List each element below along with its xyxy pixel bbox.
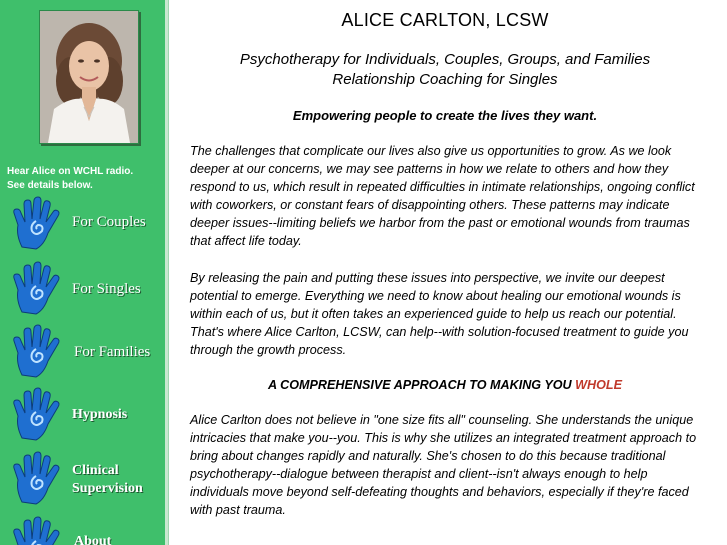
section-heading (190, 378, 700, 392)
page-title: ALICE CARLTON, LCSW (341, 10, 549, 30)
radio-note[interactable]: Hear Alice on WCHL radio. See details below. (7, 166, 134, 191)
nav-label: About (74, 534, 112, 545)
approach-paragraph: Alice Carlton does not believe in "one size fits all" counseling. She understands the unique intricacies that make you--you. This is why she utilizes an integrated treatment approach to bring about changes rapidly and naturally. She's chosen to do this because traditional psychotherapy--dialogue between therapist and client--isn't always enough to help individuals move beyond self-defeating thoughts and behaviors, especially if they're faced with past trauma. (190, 413, 697, 517)
portrait-image (40, 11, 138, 143)
hand-icon (8, 386, 66, 444)
hand-icon (8, 195, 66, 253)
nav-label: For Families (74, 344, 151, 360)
main-content (190, 0, 700, 545)
tagline: Empowering people to create the lives they want. (292, 108, 598, 123)
subtitle (190, 50, 700, 90)
nav-for-singles[interactable] (8, 260, 163, 318)
section-heading-text: A COMPREHENSIVE APPROACH TO MAKING YOU (267, 378, 576, 392)
hand-icon (8, 450, 66, 508)
nav-label: For Couples (72, 214, 146, 230)
subtitle-line2: Relationship Coaching for Singles (332, 71, 558, 88)
nav-clinical-supervision[interactable] (8, 450, 163, 508)
intro-paragraph: The challenges that complicate our lives also give us opportunities to grow. As we look deeper at our concerns, we may see patterns in how we relate to others and how they respond to us, which result in repeated difficulties in intimate relationships, ongoing conflict with coworkers, or constant fears of disappointing others. These patterns may indicate deeper issues--limiting beliefs we harbor from the past or emotional wounds from traumas that affect life today. (190, 144, 695, 248)
nav-for-families[interactable] (8, 323, 163, 381)
nav-for-couples[interactable] (8, 195, 163, 253)
nav-label: For Singles (72, 281, 141, 297)
hand-icon (8, 260, 66, 318)
nav-label-line1: Clinical (72, 463, 119, 478)
hand-icon (8, 323, 66, 381)
sidebar (0, 0, 168, 545)
portrait-photo (39, 10, 139, 144)
section-heading-accent: WHOLE (575, 378, 623, 392)
nav-label: Hypnosis (72, 407, 128, 422)
nav-hypnosis[interactable] (8, 386, 163, 444)
healing-paragraph: By releasing the pain and putting these issues into perspective, we invite our deepest potential to emerge. Everything we need to know about healing our emotional wounds is within each of us, but it often takes an experienced guide to help us reach our potential. That's where Alice Carlton, LCSW, can help--with solution-focused treatment to guide you through the growth process. (190, 271, 689, 357)
nav-about[interactable] (8, 515, 163, 545)
subtitle-line1: Psychotherapy for Individuals, Couples, Groups, and Families (239, 51, 651, 68)
hand-icon (8, 515, 66, 545)
nav-label-line2: Supervision (72, 481, 143, 496)
